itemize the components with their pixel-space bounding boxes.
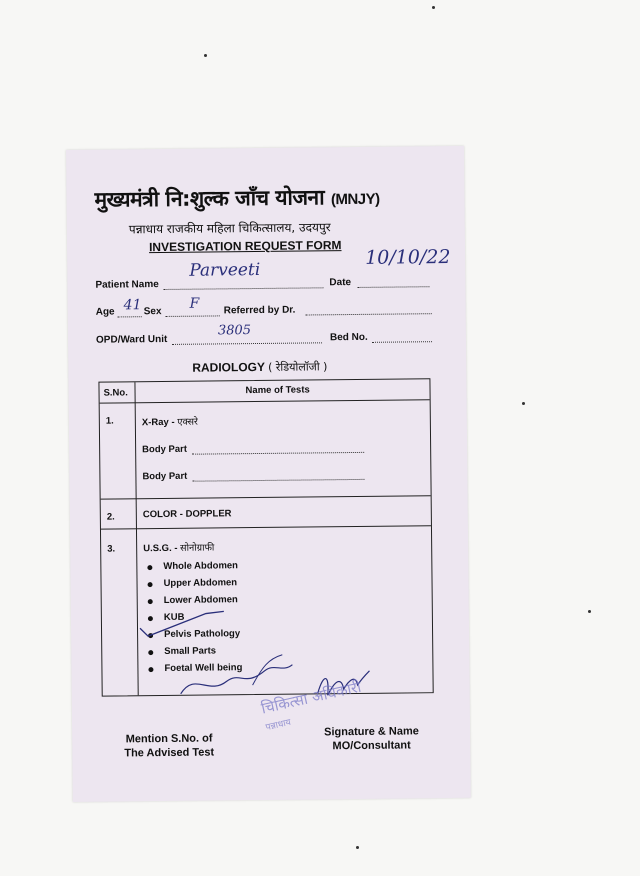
usg-item-small-parts: Small Parts [164,645,217,657]
age-value: 41 [123,297,142,314]
section-title [192,359,327,375]
row2-sno: 2. [106,511,115,523]
usg-item-upper-abdomen: Upper Abdomen [163,577,238,590]
footer-mention-line2: The Advised Test [124,746,215,760]
xray-name-hindi: एक्सरे [177,416,198,428]
referred-by-label: Referred by Dr. [223,304,296,317]
stamp-line1: चिकित्सा अधिकारी [259,677,363,718]
scan-speck [588,610,591,613]
bed-no-label: Bed No. [329,331,368,344]
color-doppler-label: COLOR - DOPPLER [142,508,232,521]
age-line [118,316,142,317]
usg-item-foetal-well-being: Foetal Well being [164,662,243,674]
opd-ward-value: 3805 [217,323,252,339]
opd-ward-label: OPD/Ward Unit [95,333,168,346]
usg-item-lower-abdomen: Lower Abdomen [163,594,238,607]
usg-name: U.S.G. - [143,542,178,555]
footer-signature [324,724,419,753]
date-line [357,286,429,288]
xray-label [142,415,198,429]
patient-name-label: Patient Name [95,279,159,291]
usg-name-hindi: सोनोग्राफी [180,542,215,554]
row-divider [101,495,431,499]
footer-mention-line1: Mention S.No. of [125,732,213,746]
usg-item-pelvis-pathology: Pelvis Pathology [164,628,241,640]
scribble-signature [180,665,292,694]
stamp-line2: पन्नाधाय [264,717,292,734]
scheme-abbr: (MNJY) [330,190,380,209]
body-part-2-label: Body Part [142,470,188,483]
sno-header: S.No. [103,387,128,399]
patient-name-line [163,287,323,290]
row-divider [100,399,430,403]
bullet [148,582,153,587]
sex-label: Sex [143,306,162,318]
scheme-title-hindi: मुख्यमंत्री नि:शुल्क जाँच योजना [94,185,325,212]
footer-signature-line1: Signature & Name [324,725,419,739]
body-part-2-line [192,479,364,482]
date-label: Date [329,277,352,289]
body-part-1-label: Body Part [142,443,188,456]
handwritten-marks [132,600,333,702]
body-part-1-line [192,452,364,455]
tick-mark [140,611,224,636]
form-title: INVESTIGATION REQUEST FORM [148,238,342,255]
section-title-en: RADIOLOGY [192,359,265,375]
footer-signature-line2: MO/Consultant [332,739,411,753]
footer-mention [124,731,214,760]
xray-name: X-Ray - [141,416,175,429]
scribble-stroke [252,655,282,685]
patient-name-value: Parveeti [189,259,261,281]
row-divider [101,525,431,529]
bed-no-line [372,341,432,343]
age-label: Age [95,306,115,318]
scheme-title [94,183,379,214]
scan-speck [522,402,525,405]
row3-sno: 3. [107,543,116,555]
row1-sno: 1. [105,415,114,427]
bullet [147,565,152,570]
tests-table [98,378,433,696]
scan-speck [204,54,207,57]
sex-line [166,315,220,317]
usg-item-whole-abdomen: Whole Abdomen [163,560,239,573]
scan-speck [356,846,359,849]
section-title-hindi: ( रेडियोलॉजी ) [268,360,328,374]
date-value: 10/10/22 [365,245,451,269]
tests-header: Name of Tests [245,384,310,397]
hospital-name: पन्नाधाय राजकीय महिला चिकित्सालय, उदयपुर [128,220,331,237]
sex-value: F [189,295,200,312]
usg-label [143,540,214,554]
usg-item-kub: KUB [163,611,185,624]
investigation-form [66,146,471,802]
opd-ward-line [172,342,322,345]
referred-by-line [306,313,432,315]
scan-speck [432,6,435,9]
